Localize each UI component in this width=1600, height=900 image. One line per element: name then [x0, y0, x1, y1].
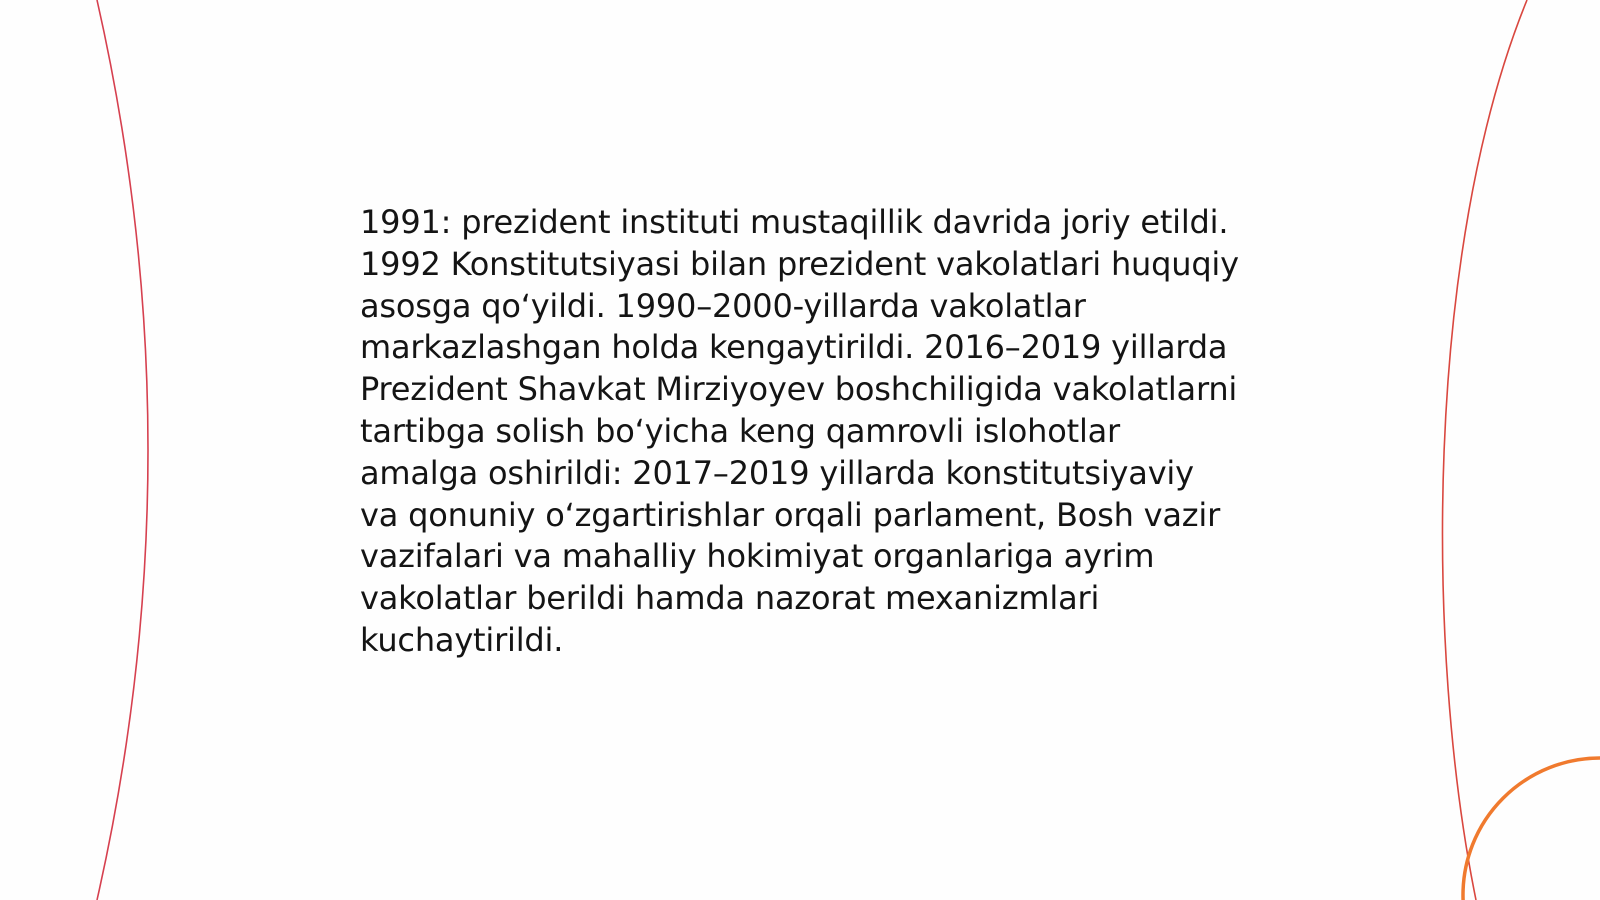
- right-arc-decoration: [1443, 0, 1527, 900]
- slide-body-text: 1991: prezident instituti mustaqillik davrida joriy etildi. 1992 Konstitutsiyasi bilan prezident vakolatlari huquqiy asosga qo‘yildi. 1990–2000-yillarda vakolatlar markazlashgan holda kengaytirildi. 2016–2019 yillarda Prezident Shavkat Mirziyoyev boshchiligida vakolatlarni tartibga solish bo‘yicha keng qamrovli islohotlar amalga oshirildi: 2017–2019 yillarda konstitutsiyaviy va qonuniy o‘zgartirishlar orqali parlament, Bosh vazir vazifalari va mahalliy hokimiyat organlariga ayrim vakolatlar berildi hamda nazorat mexanizmlari kuchaytirildi.: [360, 203, 1239, 659]
- orange-circle-decoration: [1463, 758, 1600, 900]
- left-arc-decoration: [97, 0, 148, 900]
